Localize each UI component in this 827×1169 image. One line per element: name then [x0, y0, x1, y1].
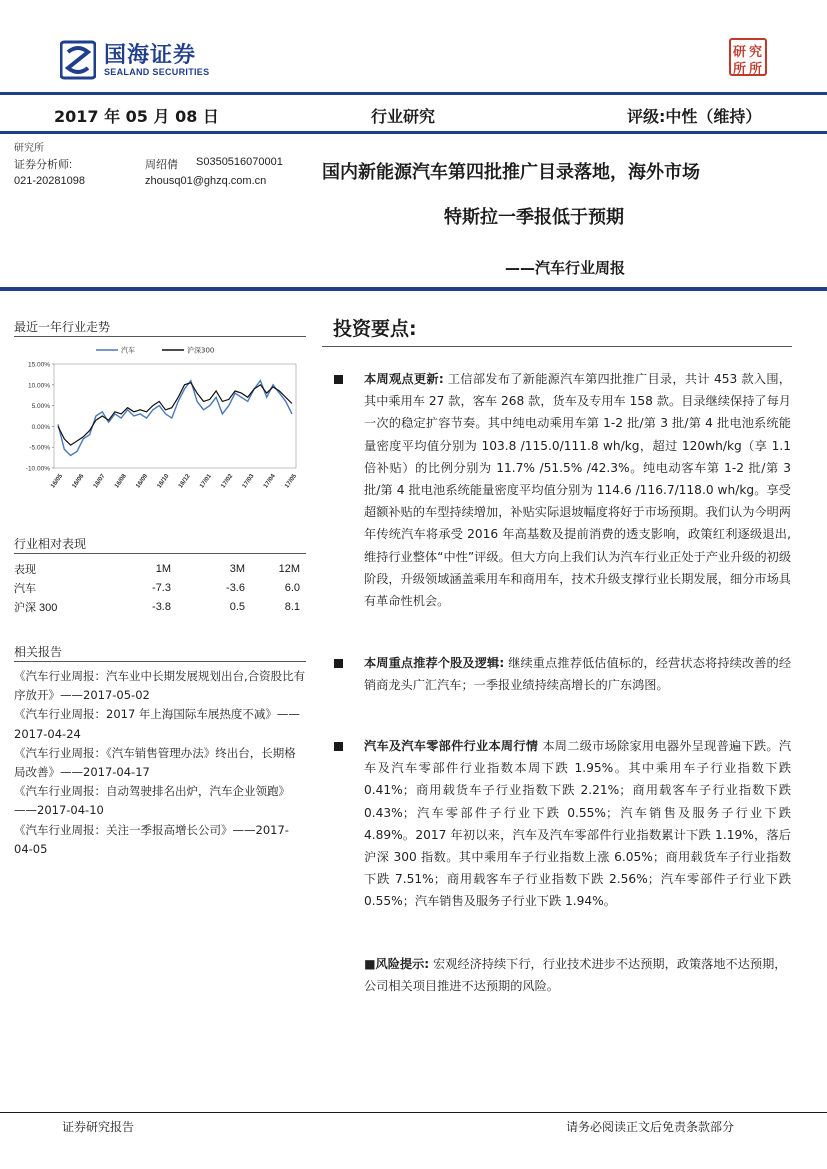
x-tick-label: 16/10	[155, 472, 171, 490]
x-tick-label: 16/06	[70, 472, 86, 490]
footer-left: 证券研究报告	[62, 1120, 135, 1134]
table-header-cell: 12M	[278, 562, 300, 575]
table-header-cell: 1M	[155, 562, 171, 575]
analyst-email[interactable]: zhousq01@ghzq.com.cn	[145, 175, 267, 187]
related-section-title: 相关报告	[14, 645, 63, 659]
table-cell: 汽车	[14, 582, 36, 595]
risk-label: ■风险提示:	[364, 957, 430, 971]
analyst-name: 周绍倩	[145, 159, 178, 171]
paragraph-recommendations	[364, 652, 791, 696]
related-reports-list	[14, 667, 306, 859]
section-divider	[14, 661, 306, 662]
report-date: 2017 年 05 月 08 日	[54, 107, 219, 126]
x-tick-label: 17/04	[262, 472, 277, 490]
table-cell: 0.5	[229, 600, 245, 613]
x-tick-label: 16/12	[177, 472, 192, 490]
list-item[interactable]: 《汽车行业周报：2017 年上海国际车展热度不减》——2017-04-24	[14, 707, 300, 741]
list-item[interactable]: 《汽车行业周报：自动驾驶排名出炉，汽车企业领跑》——2017-04-10	[14, 784, 290, 818]
x-tick-label: 17/01	[198, 472, 213, 490]
paragraph-weekly-view	[364, 368, 791, 612]
risk-warning	[364, 953, 791, 997]
institute-label: 研究所	[14, 143, 44, 154]
institute-seal	[729, 38, 767, 76]
seal-char: 所	[733, 62, 747, 77]
paragraph-label: 本周重点推荐个股及逻辑:	[364, 656, 505, 670]
paragraph-market-review	[364, 735, 791, 913]
list-item[interactable]: 《汽车行业周报：汽车业中长期发展规划出台,合资股比有序放开》——2017-05-02	[14, 669, 306, 703]
paragraph-text: 本周二级市场除家用电器外呈现普遍下跌。汽车及汽车零部件行业指数本周下跌 1.95%。其中乘用车子行业指数下跌 0.41%；商用载货车子行业指数下跌 2.21%；商用载客车子行业指数下跌 0.43%；汽车零部件子行业下跌 0.55%；汽车销售及服务子行业下跌 4.89%。2017 年初以来，汽车及汽车零部件行业指数累计下跌 1.19%，落后沪深 300 指数。其中乘用车子行业指数上涨 6.05%；商用载货车子行业指数下跌 7.51%；商用载客车子行业指数下跌 2.56%；汽车零部件子行业下跌 0.55%；汽车销售及服务子行业下跌 1.94%。	[364, 739, 792, 909]
legend-label: 沪深300	[187, 346, 215, 355]
series-line-auto	[58, 381, 292, 456]
y-tick-label: -10.00%	[25, 465, 50, 473]
x-tick-label: 17/03	[240, 472, 256, 490]
report-title-line1: 国内新能源汽车第四批推广目录落地，海外市场	[322, 162, 700, 183]
table-row	[14, 597, 306, 616]
company-logo	[60, 38, 260, 84]
analyst-row	[14, 156, 283, 172]
footer-divider	[0, 1112, 827, 1113]
logo-english-name: SEALAND SECURITIES	[104, 67, 210, 77]
table-header-cell: 3M	[229, 562, 245, 575]
bullet-icon	[334, 742, 343, 751]
table-cell: 8.1	[284, 600, 300, 613]
y-tick-label: 15.00%	[27, 361, 50, 369]
section-divider	[14, 553, 306, 554]
paragraph-text: 工信部发布了新能源汽车第四批推广目录，共计 453 款入围，其中乘用车 27 款，客车 268 款，货车及专用车 158 款。目录继续保持了每月一次的稳定扩容节奏。其中纯电动乘用车第 1-2 批/第 3 批/第 4 批电池系统能量密度平均值分别为 103.8 /115.0/111.8 wh/kg，超过 120wh/kg（享 1.1 倍补贴）的比例分别为 11.7% /51.5% /42.3%。纯电动客车第 1-2 批/第 3 批/第 4 批电池系统能量密度平均值分别为 114.6 /116.7/118.0 wh/kg。享受超额补贴的车型持续增加，补贴实际退坡幅度将好于市场预期。我们认为今明两年传统汽车将承受 2016 年高基数及提前消费的透支影响，政策红利逐级退出,维持行业整体“中性”评级。但大方向上我们认为汽车行业正处于产业升级的初级阶段，升级领域涵盖乘用车和商用车，技术升级支撑行业长期发展，细分市场具有革命性机会。	[364, 372, 792, 609]
legend-label: 汽车	[121, 346, 135, 355]
logo-mark-icon	[60, 40, 96, 80]
section-divider	[322, 346, 792, 347]
bullet-icon	[334, 659, 343, 668]
series-line-hs300	[58, 383, 292, 445]
analyst-license: S0350516070001	[196, 156, 283, 168]
paragraph-label: 本周观点更新:	[364, 372, 444, 386]
trend-section-title: 最近一年行业走势	[14, 320, 111, 334]
x-tick-label: 17/02	[219, 472, 235, 490]
footer-disclaimer: 请务必阅读正文后免责条款部分	[566, 1120, 735, 1134]
rating: 评级:中性（维持）	[627, 107, 762, 126]
performance-section-title: 行业相对表现	[14, 537, 87, 551]
x-tick-label: 16/08	[113, 472, 128, 490]
bullet-icon	[334, 375, 343, 384]
header-band	[0, 92, 827, 134]
table-header-cell: 表现	[14, 563, 36, 576]
seal-char: 所	[749, 62, 763, 77]
x-tick-label: 16/05	[49, 472, 65, 490]
table-cell: -3.8	[152, 600, 171, 613]
table-header-row	[14, 559, 306, 578]
analyst-role: 证券分析师:	[14, 159, 73, 171]
y-tick-label: -5.00%	[29, 444, 50, 452]
report-type: 行业研究	[371, 107, 436, 126]
table-row	[14, 578, 306, 597]
analyst-contact-row	[14, 175, 267, 187]
y-tick-label: 0.00%	[31, 423, 50, 431]
report-subtitle: ——汽车行业周报	[505, 259, 626, 277]
list-item[interactable]: 《汽车行业周报：《汽车销售管理办法》终出台，长期格局改善》——2017-04-17	[14, 745, 296, 780]
trend-chart-svg	[14, 340, 306, 500]
seal-char: 研	[733, 45, 747, 60]
table-cell: -3.6	[226, 581, 245, 594]
table-cell: 沪深 300	[14, 601, 58, 614]
y-tick-label: 5.00%	[31, 403, 50, 411]
seal-char: 究	[749, 45, 763, 60]
performance-table	[14, 559, 306, 616]
x-tick-label: 16/07	[92, 472, 107, 490]
logo-chinese-name: 国海证券	[104, 43, 197, 68]
plot-frame	[54, 364, 296, 468]
title-divider	[0, 287, 827, 291]
analyst-phone: 021-20281098	[14, 175, 85, 187]
trend-chart	[14, 340, 306, 500]
y-tick-label: 10.00%	[27, 382, 50, 390]
risk-text: 宏观经济持续下行，行业技术进步不达预期，政策落地不达预期，公司相关项目推进不达预期的风险。	[364, 957, 787, 994]
paragraph-text: 继续重点推荐低估值标的，经营状态将持续改善的经销商龙头广汇汽车；一季报业绩持续高增长的广东鸿图。	[364, 656, 792, 693]
list-item[interactable]: 《汽车行业周报：关注一季报高增长公司》——2017-04-05	[14, 822, 289, 856]
x-tick-label: 17/05	[283, 472, 299, 490]
report-title-line2: 特斯拉一季报低于预期	[444, 207, 624, 228]
invest-section-title: 投资要点:	[333, 318, 417, 340]
table-cell: 6.0	[284, 581, 300, 594]
x-tick-label: 16/09	[134, 472, 150, 490]
section-divider	[14, 336, 306, 337]
paragraph-label: 汽车及汽车零部件行业本周行情	[364, 739, 539, 753]
table-cell: -7.3	[152, 581, 171, 594]
